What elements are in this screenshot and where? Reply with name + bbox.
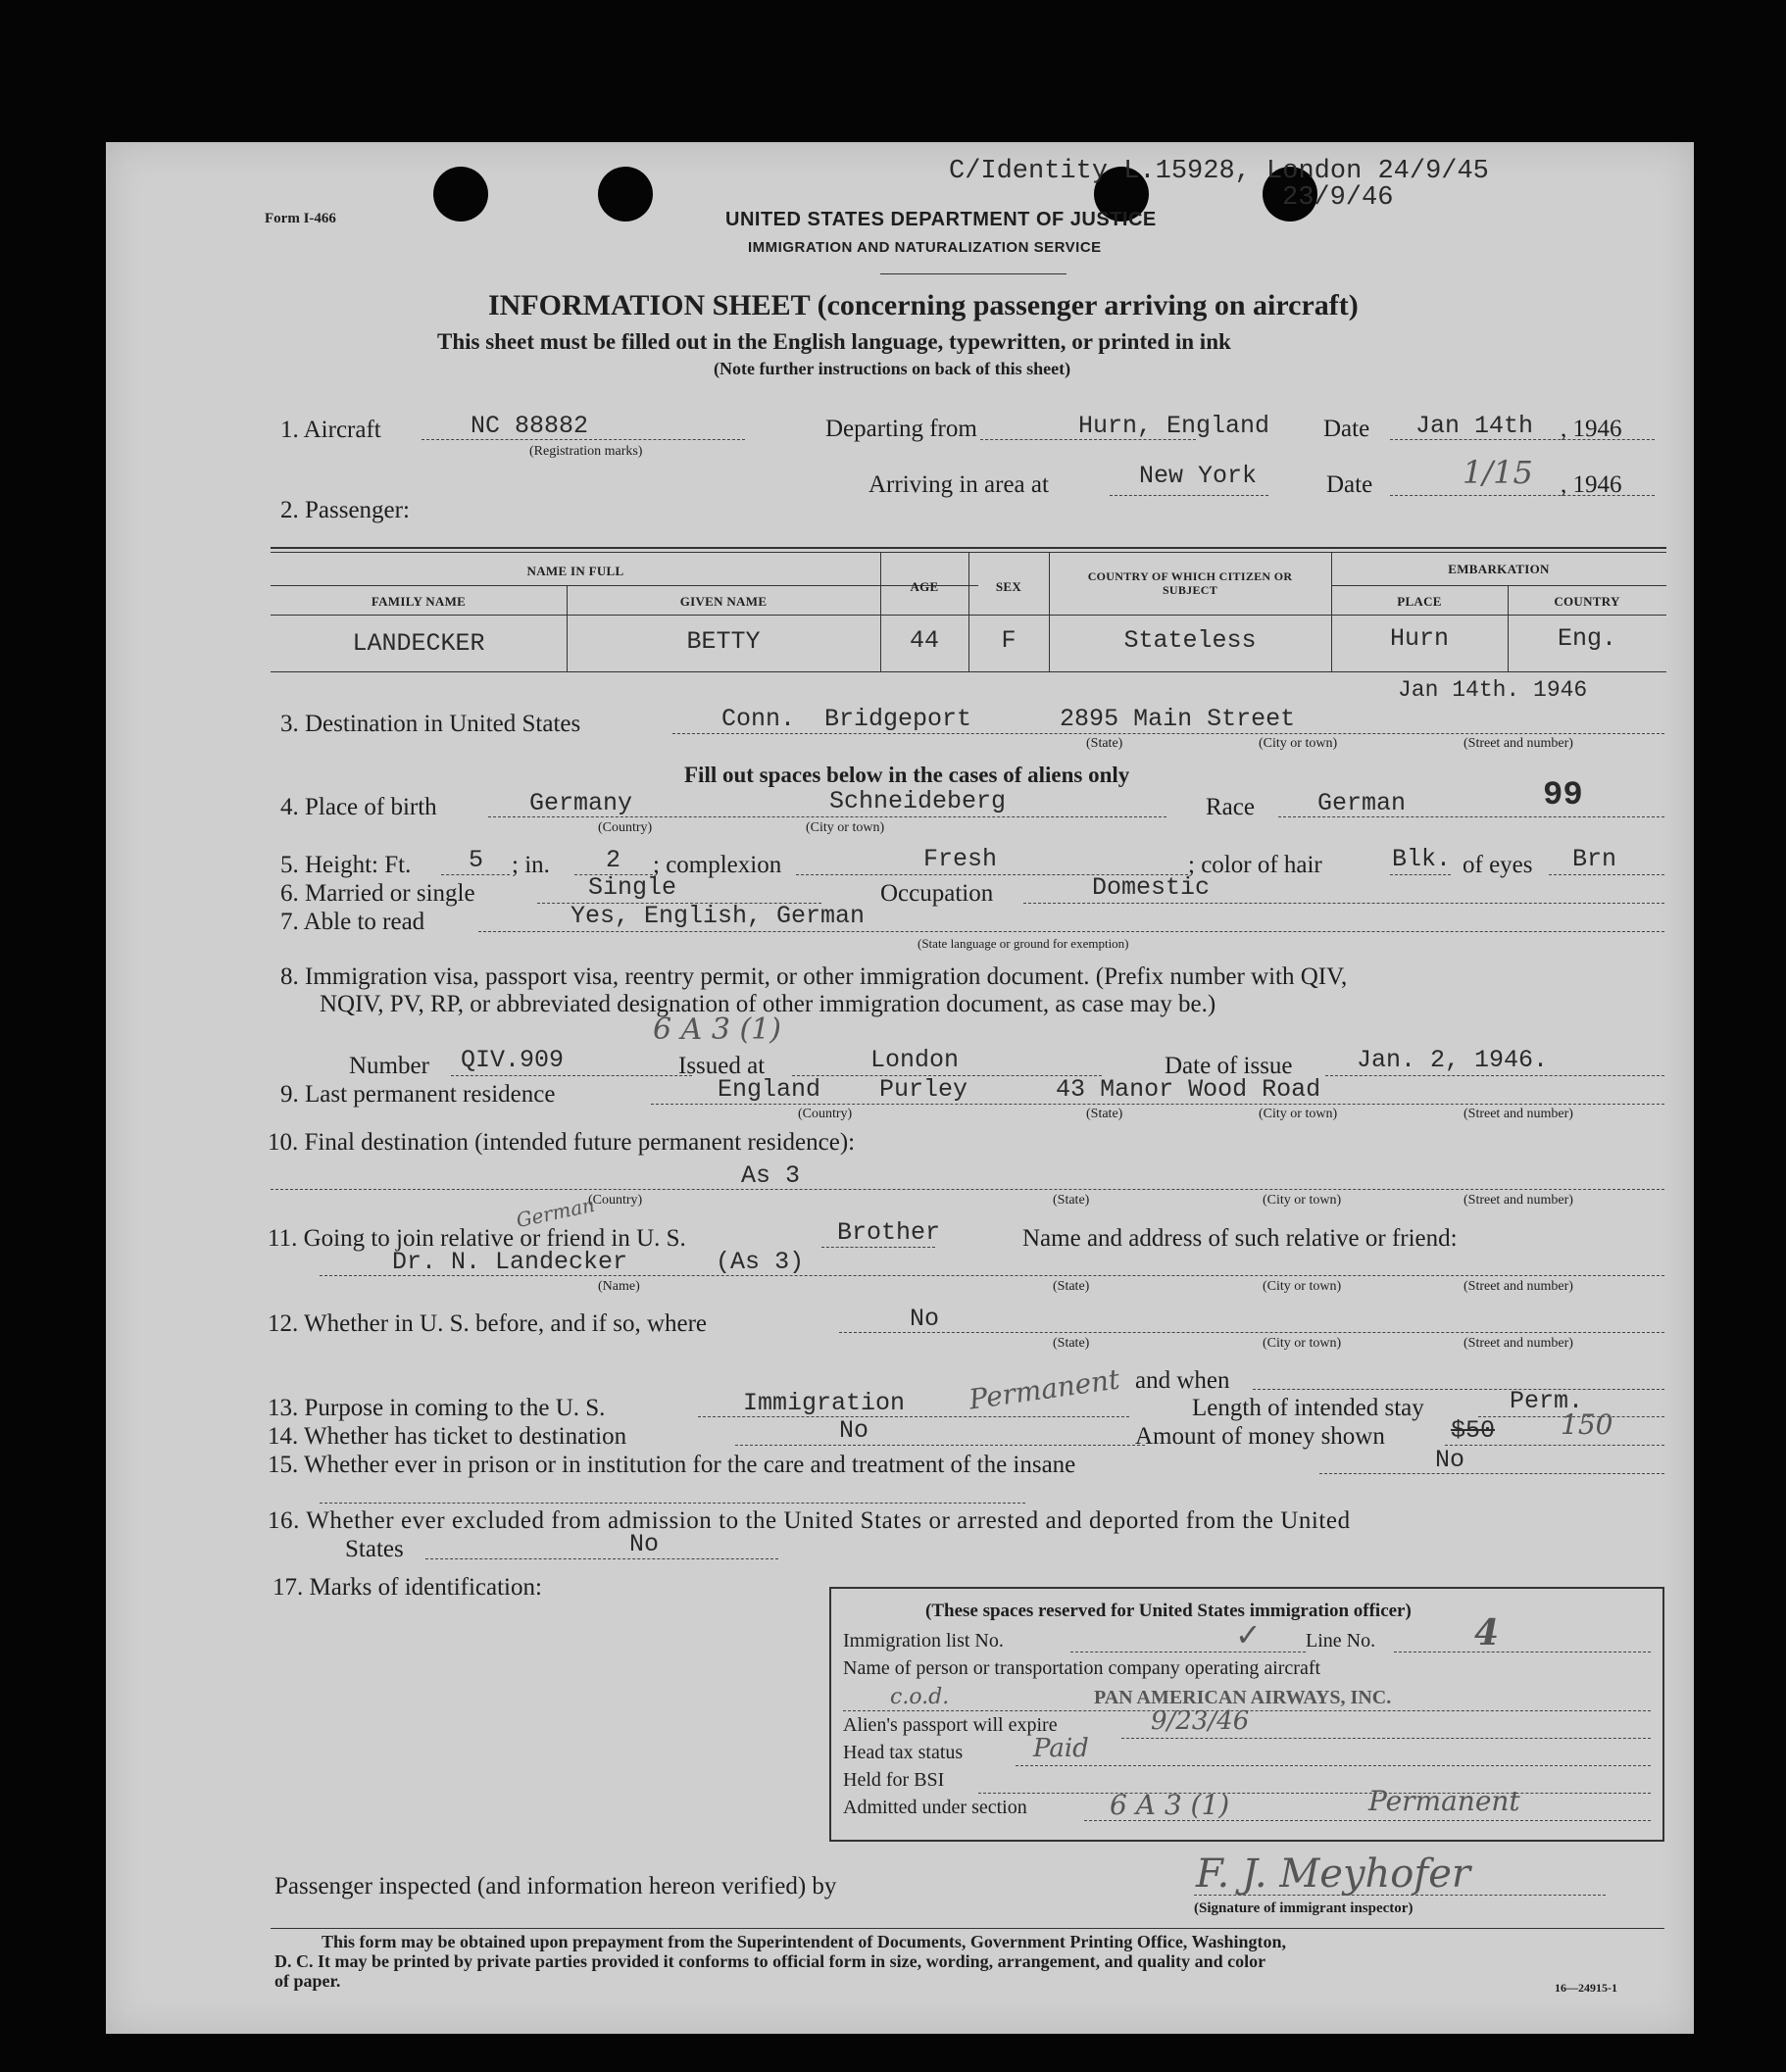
- height-in: 2: [606, 846, 621, 874]
- depart-date-label: Date: [1323, 416, 1370, 442]
- company-label: Name of person or transportation company operating aircraft: [843, 1657, 1321, 1679]
- relative-hand-insert: German: [514, 1192, 597, 1233]
- age-cell: 44: [909, 626, 939, 655]
- company-hand: c.o.d.: [890, 1685, 950, 1709]
- excluded-label-line2: States: [345, 1536, 404, 1562]
- family-name-header: FAMILY NAME: [371, 594, 467, 609]
- aliens-note: Fill out spaces below in the cases of aliens only: [684, 763, 1130, 787]
- embarkation-header: EMBARKATION: [1448, 562, 1550, 576]
- relative-label: 11. Going to join relative or friend in U. S.: [268, 1225, 686, 1252]
- line-no-value: 4: [1474, 1612, 1500, 1653]
- city-caption: (City or town): [1259, 1107, 1338, 1121]
- birth-country: Germany: [529, 789, 633, 817]
- head-tax-label: Head tax status: [843, 1742, 964, 1763]
- relative-name-value: Dr. N. Landecker (As 3): [392, 1248, 805, 1276]
- visa-number-label: Number: [349, 1053, 429, 1079]
- issue-date-label: Date of issue: [1165, 1053, 1293, 1079]
- purpose-hand: Permanent: [967, 1362, 1122, 1416]
- aircraft-value: NC 88882: [471, 412, 589, 440]
- race-code: 99: [1543, 777, 1583, 814]
- state-caption: (State): [1053, 1279, 1090, 1294]
- visa-label-line2: NQIV, PV, RP, or abbreviated designation of other immigration document, as case may be.): [320, 991, 1216, 1017]
- height-ft: 5: [469, 846, 484, 874]
- race-label: Race: [1206, 794, 1255, 820]
- birthplace-label: 4. Place of birth: [280, 794, 437, 820]
- footer-line1: This form may be obtained upon prepayment from the Superintendent of Documents, Government Printing Office, Washington,: [322, 1932, 1287, 1951]
- arrive-date-value: 1/15: [1463, 454, 1533, 491]
- prior-visit-label: 12. Whether in U. S. before, and if so, where: [268, 1310, 708, 1337]
- excluded-label-line1: 16. Whether ever excluded from admission to the United States or arrested and deported from the United: [268, 1507, 1351, 1534]
- inspection-label: Passenger inspected (and information hereon verified) by: [274, 1873, 837, 1899]
- ticket-value: No: [839, 1416, 869, 1445]
- destination-label: 3. Destination in United States: [280, 711, 581, 737]
- ticket-label: 14. Whether has ticket to destination: [268, 1423, 627, 1450]
- officer-box: [829, 1587, 1664, 1842]
- language-caption: (State language or ground for exemption): [918, 936, 1129, 951]
- citizenship-header: COUNTRY OF WHICH CITIZEN OR SUBJECT: [1087, 569, 1293, 597]
- registration-caption: (Registration marks): [529, 444, 643, 459]
- complexion-label: ; complexion: [653, 852, 782, 878]
- list-no-value: ✓: [1235, 1616, 1262, 1653]
- final-destination-value: As 3: [741, 1161, 801, 1190]
- given-name-cell: BETTY: [686, 627, 761, 656]
- identity-stamp: C/Identity L.15928, London 24/9/45: [949, 157, 1489, 186]
- issued-at-label: Issued at: [678, 1053, 766, 1079]
- line-no-label: Line No.: [1306, 1630, 1376, 1652]
- height-in-label: ; in.: [512, 852, 550, 878]
- head-tax-value: Paid: [1033, 1734, 1089, 1763]
- visa-number-value: QIV.909: [461, 1046, 565, 1074]
- state-caption: (State): [1053, 1193, 1090, 1208]
- city-caption: (City or town): [1263, 1279, 1342, 1294]
- department-name: UNITED STATES DEPARTMENT OF JUSTICE: [725, 209, 1157, 230]
- arrive-date-label: Date: [1326, 471, 1373, 498]
- footer-line2: D. C. It may be printed by private parties provided it conforms to official form in size, wording, arrangement, and quality and color: [274, 1951, 1266, 1971]
- money-label: Amount of money shown: [1135, 1423, 1385, 1450]
- arrive-year: , 1946: [1561, 471, 1622, 498]
- prison-label: 15. Whether ever in prison or in institution for the care and treatment of the insane: [268, 1452, 1076, 1478]
- city-caption: (City or town): [1259, 736, 1338, 751]
- passport-expire-value: 9/23/46: [1151, 1706, 1250, 1736]
- prison-value: No: [1435, 1446, 1465, 1474]
- hair-value: Blk.: [1392, 845, 1452, 873]
- city-caption: (City or town): [1263, 1193, 1342, 1208]
- purpose-label: 13. Purpose in coming to the U. S.: [268, 1395, 606, 1421]
- depart-date-value: Jan 14th: [1415, 412, 1534, 440]
- occupation-label: Occupation: [880, 880, 994, 907]
- company-value: PAN AMERICAN AIRWAYS, INC.: [1094, 1687, 1392, 1708]
- birth-city: Schneideberg: [829, 787, 1007, 815]
- street-caption: (Street and number): [1464, 1336, 1573, 1351]
- passenger-label: 2. Passenger:: [280, 497, 410, 523]
- stay-value: Perm.: [1510, 1387, 1584, 1415]
- given-name-header: GIVEN NAME: [679, 594, 768, 609]
- form-sheet: [106, 142, 1694, 2034]
- country-header: COUNTRY: [1554, 594, 1620, 609]
- country-caption: (Country): [588, 1193, 643, 1208]
- residence-label: 9. Last permanent residence: [280, 1081, 556, 1108]
- money-value: $50: [1451, 1416, 1496, 1445]
- age-header: AGE: [910, 579, 939, 594]
- section-hand: Permanent: [1368, 1785, 1520, 1817]
- complexion-value: Fresh: [923, 845, 998, 873]
- name-caption: (Name): [598, 1279, 640, 1294]
- street-caption: (Street and number): [1464, 1279, 1573, 1294]
- city-caption: (City or town): [1263, 1336, 1342, 1351]
- arriving-value: New York: [1139, 462, 1258, 490]
- issued-at-value: London: [870, 1046, 960, 1074]
- relative-name-label: Name and address of such relative or friend:: [1022, 1225, 1458, 1252]
- eyes-label: of eyes: [1463, 852, 1533, 878]
- state-caption: (State): [1053, 1336, 1090, 1351]
- excluded-value: No: [629, 1530, 660, 1558]
- signature-caption: (Signature of immigrant inspector): [1194, 1900, 1414, 1916]
- occupation-value: Domestic: [1092, 873, 1211, 902]
- place-header: PLACE: [1397, 594, 1442, 609]
- visa-handwritten-section: 6 A 3 (1): [653, 1012, 781, 1047]
- country-caption: (Country): [598, 820, 653, 835]
- visa-label-line1: 8. Immigration visa, passport visa, reentry permit, or other immigration document. (Prefix number with QIV,: [280, 963, 1348, 990]
- state-caption: (State): [1086, 736, 1123, 751]
- when-label: and when: [1135, 1367, 1230, 1394]
- officer-box-title: (These spaces reserved for United States immigration officer): [925, 1601, 1412, 1621]
- marital-value: Single: [588, 873, 677, 902]
- race-value: German: [1317, 789, 1407, 817]
- identity-stamp-date: 23/9/46: [1282, 183, 1394, 213]
- read-label: 7. Able to read: [280, 909, 425, 935]
- read-value: Yes, English, German: [571, 902, 866, 930]
- issue-date-value: Jan. 2, 1946.: [1357, 1046, 1549, 1074]
- street-caption: (Street and number): [1464, 1193, 1573, 1208]
- family-name-cell: LANDECKER: [352, 629, 485, 658]
- print-code: 16—24915-1: [1555, 1981, 1617, 1995]
- punch-hole: [598, 167, 653, 222]
- name-in-full-header: NAME IN FULL: [526, 564, 624, 578]
- departing-value: Hurn, England: [1078, 412, 1270, 440]
- city-caption: (City or town): [806, 820, 885, 835]
- service-name: IMMIGRATION AND NATURALIZATION SERVICE: [748, 239, 1102, 256]
- purpose-value: Immigration: [743, 1389, 906, 1417]
- relation-value: Brother: [837, 1218, 941, 1247]
- depart-year: , 1946: [1561, 416, 1622, 442]
- marital-label: 6. Married or single: [280, 880, 475, 907]
- sex-header: SEX: [995, 579, 1022, 594]
- street-caption: (Street and number): [1464, 1107, 1573, 1121]
- inspector-signature: F. J. Meyhofer: [1196, 1851, 1470, 1897]
- instructions-note: (Note further instructions on back of this sheet): [714, 359, 1071, 378]
- stay-label: Length of intended stay: [1192, 1395, 1424, 1421]
- section-value: 6 A 3 (1): [1110, 1789, 1230, 1821]
- destination-value: Conn. Bridgeport 2895 Main Street: [721, 705, 1296, 733]
- list-no-label: Immigration list No.: [843, 1630, 1004, 1652]
- entry-date-note: Jan 14th. 1946: [1398, 677, 1588, 703]
- section-label: Admitted under section: [843, 1797, 1027, 1818]
- height-label: 5. Height: Ft.: [280, 852, 412, 878]
- arriving-label: Arriving in area at: [868, 471, 1049, 498]
- eyes-value: Brn: [1572, 845, 1617, 873]
- final-destination-label: 10. Final destination (intended future permanent residence):: [268, 1129, 856, 1156]
- prior-visit-value: No: [910, 1305, 940, 1333]
- identification-marks-label: 17. Marks of identification:: [273, 1574, 542, 1601]
- page-title: INFORMATION SHEET (concerning passenger arriving on aircraft): [488, 289, 1359, 321]
- sex-cell: F: [1001, 626, 1017, 655]
- passport-expire-label: Alien's passport will expire: [843, 1714, 1058, 1736]
- citizenship-cell: Stateless: [1123, 626, 1257, 655]
- money-hand: 150: [1561, 1408, 1613, 1441]
- residence-value: England Purley 43 Manor Wood Road: [718, 1075, 1321, 1104]
- departing-label: Departing from: [825, 416, 977, 442]
- subtitle: This sheet must be filled out in the English language, typewritten, or printed in ink: [437, 329, 1231, 354]
- state-caption: (State): [1086, 1107, 1123, 1121]
- form-number: Form I-466: [265, 211, 336, 226]
- bsi-label: Held for BSI: [843, 1769, 945, 1791]
- aircraft-label: 1. Aircraft: [280, 417, 381, 443]
- footer-line3: of paper.: [274, 1971, 341, 1991]
- embark-place-cell: Hurn: [1389, 624, 1449, 653]
- hair-label: ; color of hair: [1188, 852, 1322, 878]
- street-caption: (Street and number): [1464, 736, 1573, 751]
- country-caption: (Country): [798, 1107, 853, 1121]
- punch-hole: [433, 167, 488, 222]
- embark-country-cell: Eng.: [1557, 624, 1616, 653]
